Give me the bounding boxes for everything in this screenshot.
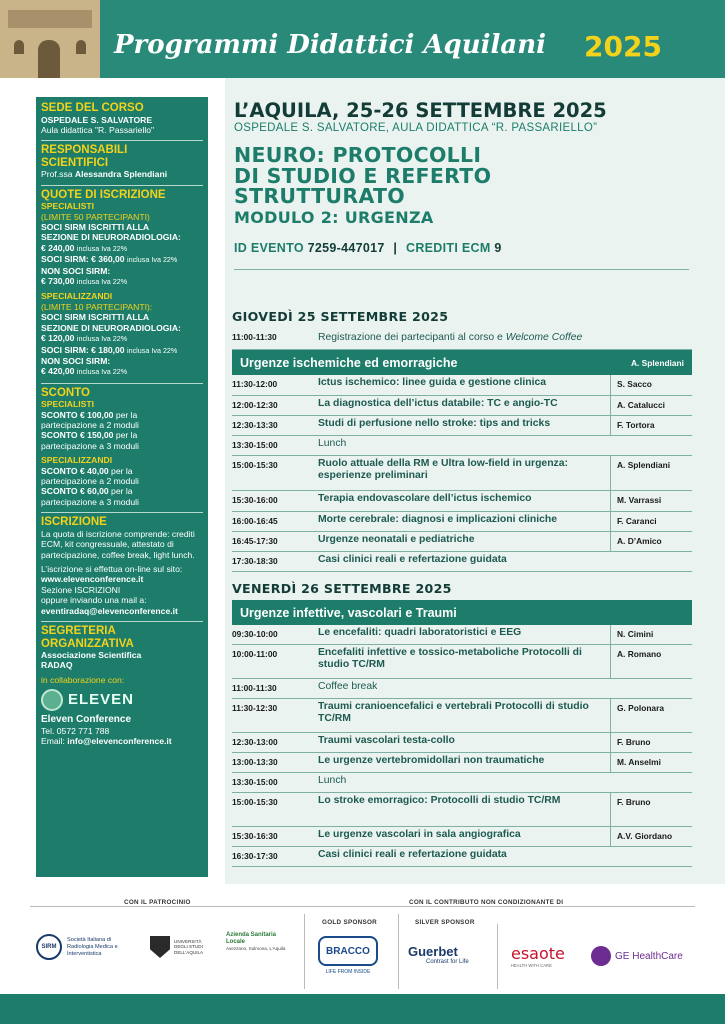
sconto-heading: SCONTO xyxy=(41,386,90,399)
segr-email-label: Email: xyxy=(41,736,65,747)
sede-heading: SEDE DEL CORSO xyxy=(41,102,144,114)
day1-title: GIOVEDÌ 25 SETTEMBRE 2025 xyxy=(232,309,449,324)
sconto-1-rest: per la xyxy=(113,409,138,420)
patrocinio-label: CON IL PATROCINIO xyxy=(120,899,195,906)
footer-band xyxy=(0,994,725,1024)
row-time: 10:00-11:00 xyxy=(232,649,278,659)
row-speaker: M. Anselmi xyxy=(610,753,692,772)
row-title: Urgenze neonatali e pediatriche xyxy=(318,534,475,545)
row-time: 17:30-18:30 xyxy=(232,556,278,566)
schedule-row xyxy=(232,396,692,416)
sponsor-vline-3 xyxy=(497,924,498,989)
asl-logo xyxy=(226,932,286,951)
row-time: 15:00-15:30 xyxy=(232,797,278,807)
guerbet-wordmark: Guerbet xyxy=(408,944,458,959)
row-time: 15:00-15:30 xyxy=(232,460,278,470)
schedule-row xyxy=(232,416,692,436)
resp-heading-2: SCIENTIFICI xyxy=(41,156,109,169)
row-title: Ictus ischemico: linee guida e gestione clinica xyxy=(318,377,547,388)
sconto-1-amount: SCONTO € 100,00 xyxy=(41,409,114,420)
quote-spec-l2: SEZIONE DI NEURORADIOLOGIA: xyxy=(41,232,181,243)
row-speaker xyxy=(610,436,692,455)
sconto-2-amount: SCONTO € 150,00 xyxy=(41,430,114,441)
row-speaker: A.V. Giordano xyxy=(610,827,692,846)
asl-area: Avezzano, Sulmona, L’Aquila xyxy=(226,946,286,951)
quote-spec-head: SPECIALISTI xyxy=(41,201,95,212)
row-speaker: S. Sacco xyxy=(610,375,692,395)
sirm-emblem: SIRM xyxy=(36,934,62,960)
segr-heading-1: SEGRETERIA xyxy=(41,625,116,638)
quote-spec-p1: € 240,00 xyxy=(41,242,75,253)
sconto-4 xyxy=(41,486,203,496)
row-speaker: A. D’Amico xyxy=(610,532,692,551)
row-speaker: A. Splendiani xyxy=(610,456,692,490)
schedule-row xyxy=(232,679,692,699)
row-title: Casi clinici reali e refertazione guidata xyxy=(318,554,507,565)
sconto-1 xyxy=(41,410,203,420)
quote-spec-l3: SOCI SIRM: € 360,00 xyxy=(41,254,125,265)
iscrizione-section: Sezione ISCRIZIONI xyxy=(41,584,121,595)
sconto-2-cond: partecipazione a 3 moduli xyxy=(41,440,139,451)
schedule-row xyxy=(232,753,692,773)
sconto-spz-head: SPECIALIZZANDI xyxy=(41,455,113,466)
row-speaker: F. Caranci xyxy=(610,512,692,531)
row-time: 16:00-16:45 xyxy=(232,516,278,526)
sconto-4-amount: SCONTO € 60,00 xyxy=(41,486,109,497)
sconto-1-cond: partecipazione a 2 moduli xyxy=(41,420,139,431)
quote-spz-p2: € 420,00 xyxy=(41,366,75,377)
quote-spz-l2: SEZIONE DI NEURORADIOLOGIA: xyxy=(41,322,181,333)
eleven-logo-text: ELEVEN xyxy=(68,691,135,709)
bracco-wordmark: BRACCO xyxy=(318,936,378,966)
page-year: 2025 xyxy=(584,30,662,63)
contributo-label: CON IL CONTRIBUTO NON CONDIZIONANTE DI xyxy=(405,899,567,906)
quote-spec-p2-line xyxy=(41,276,203,287)
row-time: 11:30-12:30 xyxy=(232,703,278,713)
schedule-row xyxy=(232,552,692,572)
row-time: 12:30-13:00 xyxy=(232,737,278,747)
event-id-separator: | xyxy=(393,240,398,255)
bracco-logo xyxy=(318,936,378,975)
iva-note: inclusa Iva 22% xyxy=(76,334,128,344)
schedule-row xyxy=(232,625,692,645)
sede-line1: OSPEDALE S. SALVATORE xyxy=(41,114,153,125)
event-venue: OSPEDALE S. SALVATORE, AULA DIDATTICA “R. PASSARIELLO” xyxy=(234,122,598,134)
row-title: Casi clinici reali e refertazione guidata xyxy=(318,849,507,860)
row-title: Lo stroke emorragico: Protocolli di studio TC/RM xyxy=(318,795,561,806)
segr-heading-2: ORGANIZZATIVA xyxy=(41,637,134,650)
segr-collab: in collaborazione con: xyxy=(41,674,125,685)
iscrizione-online: L’iscrizione si effettua on-line sul sito: xyxy=(41,564,183,574)
univaq-logo xyxy=(150,936,208,958)
sconto-3-cond: partecipazione a 2 moduli xyxy=(41,476,139,487)
esaote-wordmark: esaote xyxy=(511,944,565,963)
row-speaker xyxy=(610,773,692,792)
schedule-row xyxy=(232,793,692,827)
row-title: Registrazione dei partecipanti al corso e xyxy=(318,332,506,343)
eleven-logo xyxy=(41,689,203,711)
header-banner xyxy=(0,0,725,78)
row-time: 09:30-10:00 xyxy=(232,629,278,639)
hero-divider xyxy=(234,269,689,270)
resp-line xyxy=(41,169,203,179)
sconto-3 xyxy=(41,466,203,476)
row-speaker: A. Romano xyxy=(610,645,692,678)
univaq-text: UNIVERSITÀ DEGLI STUDI DELL’AQUILA xyxy=(174,938,204,955)
iscrizione-desc: La quota di iscrizione comprende: crediti ECM, kit congressuale, attestato di partecipazione, coffee break, light lunch. xyxy=(41,528,195,560)
quote-spz-limit: (LIMITE 10 PARTECIPANTI): xyxy=(41,301,153,312)
sconto-3-amount: SCONTO € 40,00 xyxy=(41,465,109,476)
sirm-logo xyxy=(36,934,137,960)
iscrizione-mail-intro: oppure inviando una mail a: xyxy=(41,595,147,606)
session-title: Urgenze ischemiche ed emorragiche xyxy=(240,355,458,370)
day2-rows xyxy=(232,625,692,867)
hero xyxy=(234,100,714,270)
page-title: Programmi Didattici Aquilani xyxy=(114,30,547,60)
row-speaker: F. Tortora xyxy=(610,416,692,435)
schedule-row xyxy=(232,532,692,552)
row-title: Encefaliti infettive e tossico-metaboliche Protocolli di studio TC/RM xyxy=(318,647,582,670)
row-time: 12:30-13:30 xyxy=(232,420,278,430)
quote-spz-l3-line xyxy=(41,345,203,356)
schedule-row xyxy=(232,491,692,512)
sponsor-vline-2 xyxy=(398,914,399,989)
bracco-tagline: LIFE FROM INSIDE xyxy=(325,969,371,975)
schedule-row xyxy=(232,456,692,491)
row-time: 15:30-16:00 xyxy=(232,495,278,505)
sponsor-divider xyxy=(30,906,695,907)
event-id-label: ID EVENTO xyxy=(234,240,304,255)
iva-note: inclusa Iva 22% xyxy=(126,255,178,265)
quote-spz-p1-line xyxy=(41,333,203,344)
quote-spz-head: SPECIALIZZANDI xyxy=(41,291,113,302)
day1-rows xyxy=(232,375,692,572)
row-speaker: A. Catalucci xyxy=(610,396,692,415)
programme xyxy=(232,306,692,867)
day2-title: VENERDÌ 26 SETTEMBRE 2025 xyxy=(232,581,452,596)
schedule-row xyxy=(232,645,692,679)
row-speaker: N. Cimini xyxy=(610,625,692,644)
event-city-date: L’AQUILA, 25-26 SETTEMBRE 2025 xyxy=(234,99,607,122)
row-time: 15:30-16:30 xyxy=(232,831,278,841)
sconto-4-rest: per la xyxy=(108,486,133,497)
row-time: 13:00-13:30 xyxy=(232,757,278,767)
row-time: 13:30-15:00 xyxy=(232,777,278,787)
schedule-row xyxy=(232,827,692,847)
ecm-value: 9 xyxy=(494,240,502,255)
sconto-2 xyxy=(41,430,203,440)
schedule-row xyxy=(232,699,692,733)
row-time: 11:00-11:30 xyxy=(232,332,277,342)
row-speaker: M. Varrassi xyxy=(610,491,692,511)
quote-spec-p2: € 730,00 xyxy=(41,276,75,287)
row-speaker xyxy=(610,847,692,866)
schedule-row xyxy=(232,375,692,396)
row-title: Le urgenze vascolari in sala angiografica xyxy=(318,829,521,840)
day2-session xyxy=(232,600,692,625)
iva-note: inclusa Iva 22% xyxy=(76,277,128,287)
row-time: 12:00-12:30 xyxy=(232,400,278,410)
quote-spz-p2-line xyxy=(41,366,203,377)
row-title: Le urgenze vertebromidollari non traumatiche xyxy=(318,755,545,766)
sconto-2-rest: per la xyxy=(113,430,138,441)
iva-note: inclusa Iva 22% xyxy=(126,345,178,355)
ecm-label: CREDITI ECM xyxy=(406,240,491,255)
row-title: Terapia endovascolare dell’ictus ischemico xyxy=(318,493,532,504)
sidebar xyxy=(36,97,208,877)
row-title: Lunch xyxy=(318,775,347,786)
sede-line2: Aula didattica "R. Passariello" xyxy=(41,124,155,135)
row-title: Traumi vascolari testa-collo xyxy=(318,735,455,746)
schedule-row xyxy=(232,733,692,753)
quote-spec-l3-line xyxy=(41,254,203,265)
guerbet-logo xyxy=(408,944,469,965)
module-title: MODULO 2: URGENZA xyxy=(234,207,434,227)
guerbet-tagline: Contrast for Life xyxy=(426,959,469,965)
row-title: Lunch xyxy=(318,438,347,449)
quote-spec-limit: (LIMITE 50 PARTECIPANTI) xyxy=(41,211,150,222)
row-title: Traumi cranioencefalici e vertebrali Protocolli di studio TC/RM xyxy=(318,701,589,724)
event-id-value: 7259-447017 xyxy=(307,240,385,255)
row-speaker: F. Bruno xyxy=(610,733,692,752)
quote-spz-l3: SOCI SIRM: € 180,00 xyxy=(41,344,125,355)
quote-spec-l1: SOCI SIRM ISCRITTI ALLA xyxy=(41,222,150,233)
segr-email-line xyxy=(41,736,203,746)
segr-org: Eleven Conference xyxy=(41,714,132,726)
row-speaker: G. Polonara xyxy=(610,699,692,732)
session-speaker: A. Splendiani xyxy=(630,357,684,368)
day1-session xyxy=(232,350,692,375)
row-title: La diagnostica dell’ictus databile: TC e angio-TC xyxy=(318,398,558,409)
row-title: Coffee break xyxy=(318,681,378,692)
sponsors-section xyxy=(0,884,725,994)
schedule-row xyxy=(232,436,692,456)
quote-spz-l1: SOCI SIRM ISCRITTI ALLA xyxy=(41,312,150,323)
schedule-row xyxy=(232,512,692,532)
resp-name: Alessandra Splendiani xyxy=(74,169,168,180)
course-title-2: DI STUDIO E REFERTO xyxy=(234,163,492,188)
course-title-1: NEURO: PROTOCOLLI xyxy=(234,143,482,167)
day1-registration xyxy=(232,328,692,350)
iva-note: inclusa Iva 22% xyxy=(76,243,128,253)
iva-note: inclusa Iva 22% xyxy=(76,367,128,377)
row-speaker xyxy=(610,679,692,698)
silver-sponsor-label: SILVER SPONSOR xyxy=(415,919,475,926)
sponsor-vline-1 xyxy=(304,914,305,989)
esaote-tagline: HEALTH WITH CARE xyxy=(511,963,552,968)
sconto-3-rest: per la xyxy=(108,465,133,476)
sirm-text: Società Italiana di Radiologia Medica e Interventistica xyxy=(67,936,118,957)
quote-spec-l4: NON SOCI SIRM: xyxy=(41,265,111,276)
univaq-shield-icon xyxy=(150,936,170,958)
row-speaker xyxy=(610,552,692,571)
row-title: Ruolo attuale della RM e Ultra low-field in urgenza: esperienze preliminari xyxy=(318,458,568,481)
iscrizione-heading: ISCRIZIONE xyxy=(41,516,107,529)
row-time: 16:45-17:30 xyxy=(232,536,278,546)
eleven-logo-icon xyxy=(41,689,63,711)
resp-heading-1: RESPONSABILI xyxy=(41,144,128,157)
gold-sponsor-label: GOLD SPONSOR xyxy=(322,919,378,926)
session-title: Urgenze infettive, vascolari e Traumi xyxy=(240,605,457,620)
row-title: Studi di perfusione nello stroke: tips and tricks xyxy=(318,418,551,429)
ge-logo xyxy=(591,946,683,966)
segr-tel: Tel. 0572 771 788 xyxy=(41,725,110,736)
row-title: Le encefaliti: quadri laboratoristici e EEG xyxy=(318,627,522,638)
quote-spz-l4: NON SOCI SIRM: xyxy=(41,355,111,366)
sconto-4-cond: partecipazione a 3 moduli xyxy=(41,496,139,507)
row-speaker: F. Bruno xyxy=(610,793,692,826)
quote-heading: QUOTE DI ISCRIZIONE xyxy=(41,188,166,201)
schedule-row xyxy=(232,773,692,793)
row-title-italic: Welcome Coffee xyxy=(505,332,583,343)
segr-assoc: Associazione Scientifica xyxy=(41,650,142,661)
segr-radaq: RADAQ xyxy=(41,660,73,671)
iscrizione-mail-link[interactable]: eventiradaq@elevenconference.it xyxy=(41,605,178,616)
ge-monogram-icon xyxy=(591,946,611,966)
row-time: 16:30-17:30 xyxy=(232,851,278,861)
row-time: 11:30-12:00 xyxy=(232,379,278,389)
iscrizione-site-link[interactable]: www.elevenconference.it xyxy=(41,574,144,585)
basilica-illustration xyxy=(0,0,100,78)
row-title: Morte cerebrale: diagnosi e implicazioni cliniche xyxy=(318,514,558,525)
asl-name: Azienda Sanitaria Locale xyxy=(226,932,277,945)
sconto-spec-head: SPECIALISTI xyxy=(41,399,95,410)
row-time: 13:30-15:00 xyxy=(232,440,278,450)
event-id-line xyxy=(234,241,714,255)
quote-spec-p1-line xyxy=(41,243,203,254)
schedule-row xyxy=(232,847,692,867)
esaote-logo xyxy=(511,944,565,968)
course-title-3: STRUTTURATO xyxy=(234,184,406,208)
segr-email-link[interactable]: info@elevenconference.it xyxy=(67,736,172,747)
row-time: 11:00-11:30 xyxy=(232,683,277,693)
quote-spz-p1: € 120,00 xyxy=(41,333,75,344)
ge-wordmark: GE HealthCare xyxy=(615,950,683,962)
resp-prefix: Prof.ssa xyxy=(41,169,73,180)
